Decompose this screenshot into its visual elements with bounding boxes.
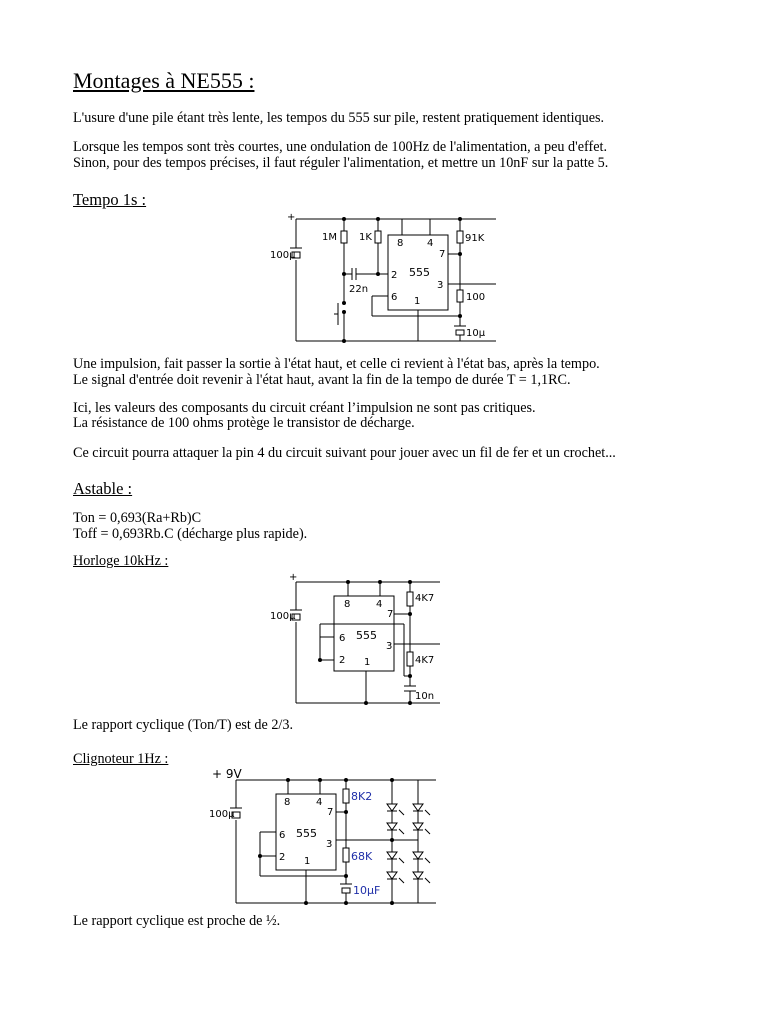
c-label: 10µF [353, 884, 381, 897]
pin7-label: 7 [439, 249, 446, 260]
pin7-label: 7 [387, 609, 394, 620]
c-t-label: 10µ [466, 328, 486, 339]
ic-label: 555 [296, 827, 317, 840]
tempo-heading: Tempo 1s : [73, 190, 147, 209]
pin3-label: 3 [437, 280, 444, 291]
pin1-label: 1 [364, 657, 371, 668]
page-title: Montages à NE555 : [73, 68, 255, 93]
c-label: 10n [415, 691, 435, 702]
horloge-heading: Horloge 10kHz : [73, 553, 169, 569]
pin2-label: 2 [391, 270, 398, 281]
clignoteur-schematic [205, 765, 445, 913]
ic-label: 555 [356, 629, 377, 642]
pin4-label: 4 [427, 238, 434, 249]
horloge-schematic [265, 570, 505, 715]
c-supply-label: 100µ [209, 809, 235, 820]
rb-label: 4K7 [415, 655, 435, 666]
astable-heading: Astable : [73, 479, 133, 498]
intro-paragraph-1: L'usure d'une pile étant très lente, les tempos du 555 sur pile, restent pratiquement identiques. [73, 110, 605, 126]
r1-label: 1M [322, 232, 337, 243]
pin8-label: 8 [284, 797, 291, 808]
toff-formula: Toff = 0,693Rb.C (décharge plus rapide). [73, 526, 308, 542]
pin6-label: 6 [279, 830, 286, 841]
intro-paragraph-2-line-2: Sinon, pour des tempos précises, il faut réguler l'alimentation, et mettre un 10nF sur la patte 5. [73, 155, 609, 171]
pin6-label: 6 [391, 292, 398, 303]
pin4-label: 4 [316, 797, 323, 808]
tempo-paragraph-1-line-1: Une impulsion, fait passer la sortie à l'état haut, et celle ci revient à l'état bas, après la tempo. [73, 356, 600, 372]
plus-label: + [289, 572, 298, 583]
tempo-paragraph-3: Ce circuit pourra attaquer la pin 4 du circuit suivant pour jouer avec un fil de fer et un crochet... [73, 445, 616, 461]
ic-label: 555 [409, 266, 430, 279]
ra-label: 8K2 [351, 790, 373, 803]
r2-label: 1K [359, 232, 372, 243]
pin1-label: 1 [304, 856, 311, 867]
pin2-label: 2 [339, 655, 346, 666]
pin8-label: 8 [344, 599, 351, 610]
ra-label: 91K [465, 233, 485, 244]
ton-formula: Ton = 0,693(Ra+Rb)C [73, 510, 202, 526]
plus-label: + [287, 212, 296, 223]
rb-label: 68K [351, 850, 373, 863]
supply-label: + 9V [212, 767, 242, 781]
tempo-schematic [265, 205, 505, 350]
pin6-label: 6 [339, 633, 346, 644]
pin8-label: 8 [397, 238, 404, 249]
pin4-label: 4 [376, 599, 383, 610]
clignoteur-caption: Le rapport cyclique est proche de ½. [73, 913, 281, 929]
intro-paragraph-2-line-1: Lorsque les tempos sont très courtes, une ondulation de 100Hz de l'alimentation, a peu d'effet. [73, 139, 607, 155]
c-supply-label: 100µ [270, 250, 296, 261]
pin3-label: 3 [326, 839, 333, 850]
ra-label: 4K7 [415, 593, 435, 604]
horloge-caption: Le rapport cyclique (Ton/T) est de 2/3. [73, 717, 294, 733]
pin2-label: 2 [279, 852, 286, 863]
clignoteur-heading: Clignoteur 1Hz : [73, 751, 169, 767]
r-dis-label: 100 [466, 292, 486, 303]
c-in-label: 22n [349, 284, 369, 295]
tempo-paragraph-2-line-2: La résistance de 100 ohms protège le transistor de décharge. [73, 415, 415, 431]
pin3-label: 3 [386, 641, 393, 652]
pin1-label: 1 [414, 296, 421, 307]
tempo-paragraph-2-line-1: Ici, les valeurs des composants du circuit créant l’impulsion ne sont pas critiques. [73, 400, 536, 416]
tempo-paragraph-1-line-2: Le signal d'entrée doit revenir à l'état haut, avant la fin de la tempo de durée T = 1,1RC. [73, 372, 571, 388]
pin7-label: 7 [327, 807, 334, 818]
c-supply-label: 100µ [270, 611, 296, 622]
